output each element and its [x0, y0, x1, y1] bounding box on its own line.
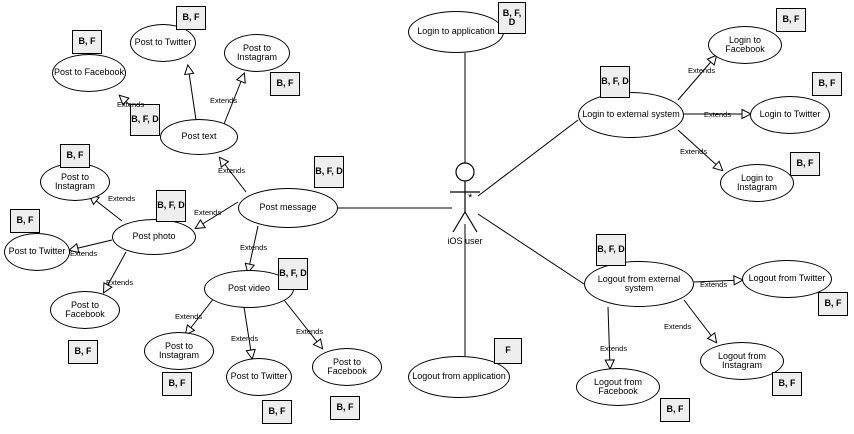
tag-t_post_text: B, F, D — [130, 104, 160, 136]
extends-label-e15: Extends — [700, 280, 728, 289]
extends-label-e5: Extends — [194, 208, 222, 217]
usecase-post_photo[interactable]: Post photo — [112, 219, 196, 255]
tag-t_instagram_3: B, F — [162, 372, 192, 396]
tag-t_logout_twitter: B, F — [818, 292, 848, 316]
usecase-logout_facebook[interactable]: Logout from Facebook — [576, 368, 660, 406]
tag-t_post_video: B, F, D — [278, 258, 308, 290]
usecase-post_twitter_2[interactable]: Post to Twitter — [4, 233, 70, 271]
actor-multiplicity: * — [468, 192, 473, 204]
extends-label-e3: Extends — [218, 166, 246, 175]
tag-t_twitter_2: B, F — [10, 209, 40, 233]
extends-label-e8: Extends — [240, 243, 268, 252]
extends-label-e1: Extends — [117, 100, 145, 109]
usecase-post_text[interactable]: Post text — [160, 119, 238, 155]
extends-label-e4: Extends — [108, 194, 136, 203]
tag-t_instagram_1: B, F — [270, 72, 300, 96]
actor-label: iOS user — [447, 236, 483, 246]
actor-figure — [450, 163, 480, 232]
extends-label-e11: Extends — [296, 327, 324, 336]
usecase-logout_instagram[interactable]: Logout from Instagram — [700, 342, 784, 380]
usecase-post_twitter_3[interactable]: Post to Twitter — [226, 358, 292, 396]
usecase-login_facebook[interactable]: Login to Facebook — [708, 26, 782, 64]
tag-t_login_twitter: B, F — [812, 72, 842, 96]
tag-t_facebook_3: B, F — [330, 396, 360, 420]
extends-label-e9: Extends — [175, 312, 203, 321]
extends-label-e10: Extends — [231, 334, 259, 343]
tag-t_logout_facebook: B, F — [660, 398, 690, 422]
usecase-login_app[interactable]: Login to application — [408, 11, 504, 53]
tag-t_login_app: B, F, D — [498, 2, 526, 34]
extends-label-e6: Extends — [70, 249, 98, 258]
extends-label-e13: Extends — [704, 110, 732, 119]
usecase-post_message[interactable]: Post message — [238, 188, 338, 228]
tag-t_post_photo: B, F, D — [156, 190, 186, 222]
tag-t_post_message: B, F, D — [314, 156, 344, 188]
extends-label-e7: Extends — [106, 278, 134, 287]
tag-t_twitter_3: B, F — [262, 400, 292, 424]
usecase-logout_external[interactable]: Logout from external system — [584, 261, 694, 307]
tag-t_logout_instagram: B, F — [772, 372, 802, 396]
tag-t_instagram_2: B, F — [60, 144, 90, 168]
usecase-post_facebook_2[interactable]: Post to Facebook — [50, 291, 120, 329]
extends-label-e12: Extends — [688, 66, 716, 75]
usecase-post_instagram_3[interactable]: Post to Instagram — [144, 332, 214, 370]
tag-t_login_facebook: B, F — [776, 8, 806, 32]
usecase-post_instagram_1[interactable]: Post to Instagram — [224, 34, 290, 72]
usecase-post_instagram_2[interactable]: Post to Instagram — [40, 163, 110, 201]
tag-t_facebook_2: B, F — [68, 340, 98, 364]
tag-t_twitter_1: B, F — [176, 6, 206, 30]
usecase-login_external[interactable]: Login to external system — [578, 92, 684, 138]
tag-t_login_instagram: B, F — [790, 152, 820, 176]
usecase-post_facebook_1[interactable]: Post to Facebook — [52, 54, 126, 92]
extends-label-e17: Extends — [600, 344, 628, 353]
extends-label-e2: Extends — [210, 96, 238, 105]
usecase-logout_twitter[interactable]: Logout from Twitter — [742, 260, 832, 298]
tag-t_facebook_1: B, F — [72, 30, 102, 54]
usecase-login_twitter[interactable]: Login to Twitter — [750, 96, 830, 134]
extends-label-e16: Extends — [664, 322, 692, 331]
tag-t_logout_external: B, F, D — [596, 234, 626, 266]
usecase-login_instagram[interactable]: Login to Instagram — [720, 164, 794, 202]
extends-label-e14: Extends — [680, 147, 708, 156]
usecase-logout_app[interactable]: Logout from application — [408, 356, 510, 398]
usecase-post_facebook_3[interactable]: Post to Facebook — [312, 348, 382, 386]
tag-t_logout_app: F — [494, 338, 522, 364]
tag-t_login_external: B, F, D — [600, 66, 630, 98]
usecase-post_twitter_1[interactable]: Post to Twitter — [130, 24, 196, 62]
usecase-post_video[interactable]: Post video — [204, 270, 294, 308]
